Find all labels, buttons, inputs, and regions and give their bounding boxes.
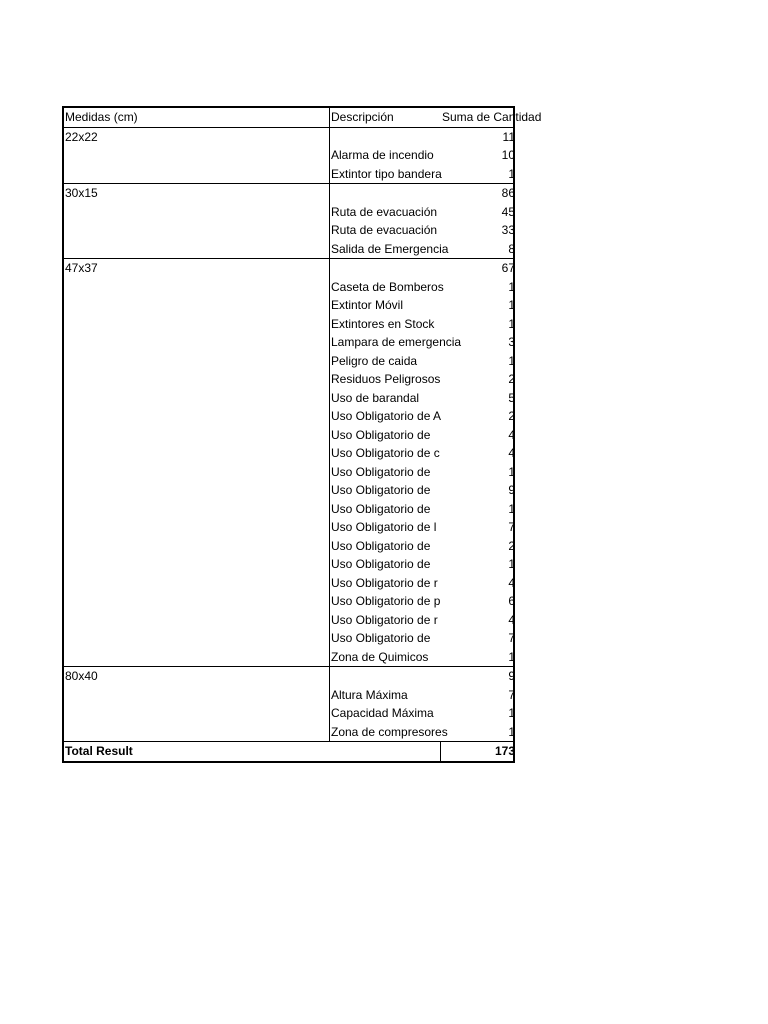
medida-cell[interactable] — [64, 146, 329, 165]
table-row — [64, 370, 513, 389]
descripcion-cell[interactable]: Capacidad Máxima — [329, 704, 440, 723]
medida-cell[interactable]: 22x22 — [65, 129, 98, 144]
cantidad-cell[interactable]: 7 — [508, 631, 515, 645]
descripcion-cell[interactable]: Alarma de incendio — [329, 146, 440, 165]
table-row — [64, 278, 513, 297]
medida-cell[interactable] — [64, 315, 329, 334]
descripcion-cell[interactable]: Uso Obligatorio de — [329, 500, 440, 519]
medida-cell[interactable] — [64, 611, 329, 630]
table-row — [64, 555, 513, 574]
table-row — [64, 611, 513, 630]
descripcion-cell[interactable]: Uso Obligatorio de r — [329, 574, 440, 593]
descripcion-cell[interactable]: Zona de compresores — [329, 723, 440, 742]
table-row — [64, 333, 513, 352]
cantidad-cell[interactable]: 1 — [508, 501, 515, 516]
medida-cell[interactable] — [64, 203, 329, 222]
group-row — [64, 258, 513, 278]
cantidad-cell[interactable]: 1 — [508, 279, 515, 294]
descripcion-cell[interactable]: Residuos Peligrosos — [329, 370, 440, 389]
descripcion-cell[interactable]: Uso Obligatorio de p — [329, 592, 440, 611]
descripcion-cell[interactable]: Uso de barandal — [329, 389, 440, 408]
cantidad-cell[interactable]: 1 — [508, 298, 515, 312]
total-desc-cell[interactable] — [329, 742, 440, 761]
header-suma[interactable]: Suma de Cantidad — [442, 110, 542, 124]
medida-cell[interactable] — [64, 352, 329, 371]
descripcion-cell[interactable]: Extintor tipo bandera — [329, 165, 440, 184]
medida-cell[interactable] — [64, 500, 329, 519]
descripcion-cell[interactable]: Lampara de emergencia — [329, 333, 440, 352]
cantidad-cell[interactable]: 9 — [508, 483, 515, 497]
header-medidas[interactable]: Medidas (cm) — [65, 110, 138, 124]
medida-cell[interactable]: 80x40 — [65, 669, 98, 683]
table-row — [64, 463, 513, 482]
cantidad-cell[interactable]: 4 — [508, 446, 515, 460]
total-value[interactable]: 173 — [494, 744, 515, 758]
table-row — [64, 723, 513, 742]
descripcion-cell[interactable]: Extintores en Stock — [329, 315, 440, 334]
descripcion-cell[interactable]: Altura Máxima — [329, 686, 440, 705]
table-row — [64, 629, 513, 648]
cantidad-cell[interactable]: 2 — [508, 372, 515, 386]
cantidad-cell[interactable]: 1 — [508, 353, 515, 368]
table-row — [64, 240, 513, 259]
table-row — [64, 518, 513, 537]
table-row — [64, 352, 513, 371]
medida-cell[interactable] — [64, 574, 329, 593]
medida-cell[interactable]: 47x37 — [65, 261, 98, 275]
cantidad-cell[interactable]: 3 — [508, 335, 515, 349]
subtotal-cell[interactable]: 9 — [508, 669, 515, 683]
descripcion-cell[interactable]: Ruta de evacuación — [329, 221, 440, 240]
medida-cell[interactable] — [64, 165, 329, 184]
descripcion-cell[interactable]: Zona de Quimicos — [329, 648, 440, 667]
descripcion-cell[interactable]: Uso Obligatorio de — [329, 555, 440, 574]
table-row — [64, 537, 513, 556]
medida-cell[interactable] — [64, 723, 329, 742]
subtotal-cell[interactable]: 11 — [502, 129, 515, 144]
cantidad-cell[interactable]: 4 — [508, 575, 515, 590]
table-row — [64, 296, 513, 315]
group-row — [64, 183, 513, 203]
medida-cell[interactable] — [64, 481, 329, 500]
cantidad-cell[interactable]: 7 — [508, 687, 515, 702]
medida-cell[interactable] — [64, 389, 329, 408]
table-row — [64, 574, 513, 593]
cantidad-cell[interactable]: 6 — [508, 594, 515, 608]
cantidad-cell[interactable]: 1 — [508, 166, 515, 181]
medida-cell[interactable] — [64, 333, 329, 352]
cantidad-cell[interactable]: 1 — [508, 724, 515, 739]
descripcion-cell[interactable]: Uso Obligatorio de — [329, 481, 440, 500]
cantidad-cell[interactable]: 45 — [501, 204, 515, 219]
cantidad-cell[interactable]: 1 — [508, 649, 515, 664]
total-row — [64, 741, 513, 761]
medida-cell[interactable] — [64, 296, 329, 315]
cantidad-cell[interactable]: 1 — [508, 464, 515, 479]
descripcion-cell[interactable]: Salida de Emergencia — [329, 240, 440, 259]
table-body — [64, 127, 513, 742]
descripcion-cell[interactable] — [329, 184, 440, 203]
table-header-row — [64, 108, 542, 127]
total-label[interactable]: Total Result — [65, 744, 133, 758]
table-row — [64, 481, 513, 500]
table-row — [64, 221, 513, 240]
pivot-table — [62, 106, 542, 763]
table-row — [64, 389, 513, 408]
subtotal-cell[interactable]: 86 — [501, 186, 515, 200]
medida-cell[interactable] — [64, 537, 329, 556]
cantidad-cell[interactable]: 4 — [508, 612, 515, 627]
medida-cell[interactable] — [64, 278, 329, 297]
descripcion-cell[interactable]: Uso Obligatorio de l — [329, 518, 440, 537]
cantidad-cell[interactable]: 5 — [508, 390, 515, 405]
medida-cell[interactable] — [64, 555, 329, 574]
descripcion-cell[interactable]: Ruta de evacuación — [329, 203, 440, 222]
group-row — [64, 127, 513, 147]
medida-cell[interactable] — [64, 518, 329, 537]
table-row — [64, 165, 513, 184]
medida-cell[interactable] — [64, 704, 329, 723]
descripcion-cell[interactable] — [329, 259, 440, 278]
cantidad-cell[interactable]: 1 — [508, 557, 515, 571]
table-row — [64, 592, 513, 611]
descripcion-cell[interactable] — [329, 667, 440, 686]
table-row — [64, 444, 513, 463]
cantidad-cell[interactable]: 2 — [508, 409, 515, 423]
cantidad-cell[interactable]: 1 — [508, 706, 515, 720]
medida-cell[interactable] — [64, 648, 329, 667]
descripcion-cell[interactable]: Uso Obligatorio de — [329, 463, 440, 482]
table-row — [64, 686, 513, 705]
table-row — [64, 315, 513, 334]
table-row — [64, 648, 513, 667]
header-descripcion[interactable]: Descripción — [329, 108, 440, 127]
medida-cell[interactable] — [64, 592, 329, 611]
descripcion-cell[interactable] — [329, 128, 440, 147]
group-row — [64, 666, 513, 686]
descripcion-cell[interactable]: Uso Obligatorio de r — [329, 611, 440, 630]
table-row — [64, 704, 513, 723]
descripcion-cell[interactable]: Uso Obligatorio de c — [329, 444, 440, 463]
cantidad-cell[interactable]: 4 — [508, 427, 515, 442]
medida-cell[interactable] — [64, 407, 329, 426]
descripcion-cell[interactable]: Uso Obligatorio de — [329, 629, 440, 648]
medida-cell[interactable] — [64, 686, 329, 705]
descripcion-cell[interactable]: Uso Obligatorio de A — [329, 407, 440, 426]
table-row — [64, 500, 513, 519]
table-row — [64, 146, 513, 165]
descripcion-cell[interactable]: Uso Obligatorio de — [329, 426, 440, 445]
cantidad-cell[interactable]: 7 — [508, 520, 515, 534]
cantidad-cell[interactable]: 1 — [508, 316, 515, 331]
cantidad-cell[interactable]: 2 — [508, 538, 515, 553]
descripcion-cell[interactable]: Uso Obligatorio de — [329, 537, 440, 556]
medida-cell[interactable] — [64, 240, 329, 259]
medida-cell[interactable] — [64, 444, 329, 463]
medida-cell[interactable] — [64, 370, 329, 389]
subtotal-cell[interactable]: 67 — [501, 261, 515, 275]
descripcion-cell[interactable]: Caseta de Bomberos — [329, 278, 440, 297]
descripcion-cell[interactable]: Peligro de caida — [329, 352, 440, 371]
table-row — [64, 407, 513, 426]
medida-cell[interactable] — [64, 426, 329, 445]
table-row — [64, 203, 513, 222]
cantidad-cell[interactable]: 8 — [508, 241, 515, 256]
table-row — [64, 426, 513, 445]
cantidad-cell[interactable]: 10 — [501, 148, 515, 162]
medida-cell[interactable] — [64, 221, 329, 240]
medida-cell[interactable] — [64, 629, 329, 648]
descripcion-cell[interactable]: Extintor Móvil — [329, 296, 440, 315]
medida-cell[interactable]: 30x15 — [65, 186, 98, 200]
medida-cell[interactable] — [64, 463, 329, 482]
cantidad-cell[interactable]: 33 — [501, 223, 515, 237]
